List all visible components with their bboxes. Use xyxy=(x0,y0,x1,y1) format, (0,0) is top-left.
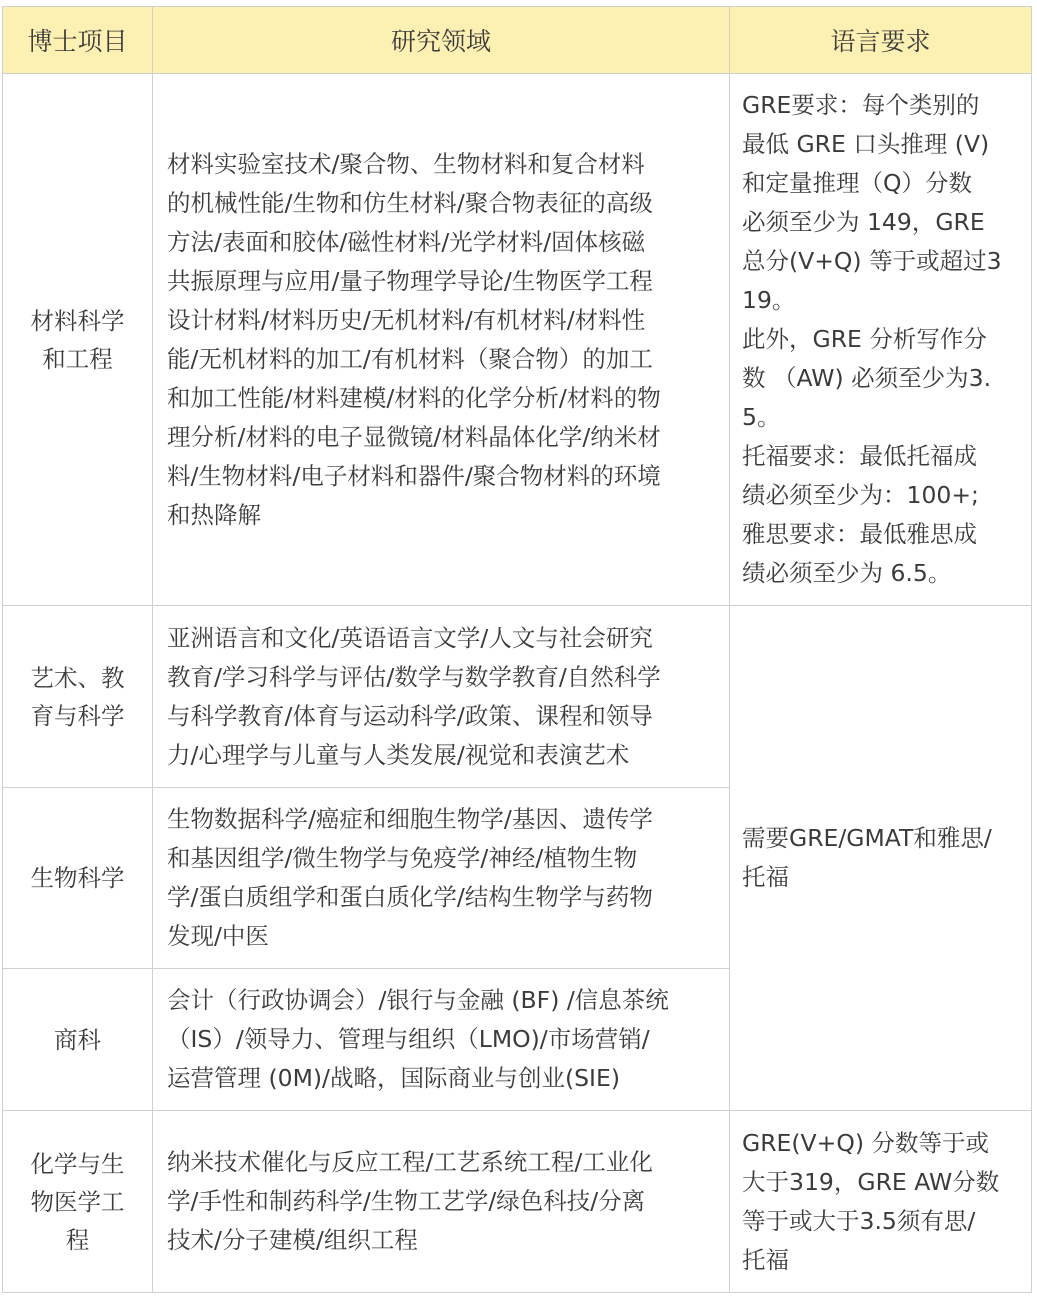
field-cell xyxy=(153,788,730,969)
language-line: GRE(V+Q) 分数等于或 xyxy=(742,1128,989,1157)
program-line: 育与科学 xyxy=(30,701,125,730)
table-row xyxy=(3,1111,1032,1293)
language-cell xyxy=(730,74,1032,606)
program-line: 和工程 xyxy=(42,344,113,373)
field-line: 材料实验室技术/聚合物、生物材料和复合材料 xyxy=(167,149,645,178)
field-line: 的机械性能/生物和仿生材料/聚合物表征的高级 xyxy=(167,188,653,217)
language-line: 总分(V+Q) 等于或超过3 xyxy=(742,247,1002,275)
language-line: 绩必须至少为：100+; xyxy=(742,481,979,509)
language-line: 需要GRE/GMAT和雅思/ xyxy=(742,824,992,852)
language-line: 雅思要求：最低雅思成 xyxy=(742,520,977,548)
language-line: 绩必须至少为 6.5。 xyxy=(742,559,952,587)
header-program: 博士项目 xyxy=(3,7,153,74)
field-line: 和加工性能/材料建模/材料的化学分析/材料的物 xyxy=(167,383,661,412)
field-line: 共振原理与应用/量子物理学导论/生物医学工程 xyxy=(167,266,653,295)
table-row xyxy=(3,606,1032,788)
field-line: 设计材料/材料历史/无机材料/有机材料/材料性 xyxy=(167,305,646,334)
field-line: 和热降解 xyxy=(167,500,261,529)
language-line: 最低 GRE 口头推理 (V) xyxy=(742,130,990,158)
field-cell xyxy=(153,74,730,606)
phd-programs-table xyxy=(2,6,1032,1293)
language-line: 大于319，GRE AW分数 xyxy=(742,1167,1000,1196)
program-cell xyxy=(3,969,153,1111)
language-line: 5。 xyxy=(742,403,781,431)
language-line: 必须至少为 149，GRE xyxy=(742,208,985,236)
language-line: 等于或大于3.5须有思/ xyxy=(742,1206,976,1235)
program-line: 程 xyxy=(65,1225,90,1254)
field-line: 学/手性和制药科学/生物工艺学/绿色科技/分离 xyxy=(167,1187,646,1215)
language-line: 托福要求：最低托福成 xyxy=(742,442,977,470)
field-line: 会计（行政协调会）/银行与金融 (BF) /信息茶统 xyxy=(167,986,669,1014)
program-cell xyxy=(3,606,153,788)
field-line: 纳米技术催化与反应工程/工艺系统工程/工业化 xyxy=(167,1148,653,1176)
field-line: 能/无机材料的加工/有机材料（聚合物）的加工 xyxy=(167,344,653,373)
program-cell xyxy=(3,74,153,606)
language-line: 托福 xyxy=(742,1245,789,1274)
language-line: GRE要求：每个类别的 xyxy=(742,91,980,119)
field-line: 教育/学习科学与评估/数学与数学教育/自然科学 xyxy=(167,662,661,691)
program-line: 生物科学 xyxy=(30,864,125,892)
program-line: 物医学工 xyxy=(30,1187,125,1216)
field-line: 技术/分子建模/组织工程 xyxy=(167,1226,418,1254)
field-line: 方法/表面和胶体/磁性材料/光学材料/固体核磁 xyxy=(167,227,646,256)
program-cell xyxy=(3,1111,153,1293)
table-row xyxy=(3,74,1032,606)
field-line: （IS）/领导力、管理与组织（LMO)/市场营销/ xyxy=(167,1025,650,1053)
language-line: 此外，GRE 分析写作分 xyxy=(742,325,987,353)
field-line: 料/生物材料/电子材料和器件/聚合物材料的环境 xyxy=(167,461,661,490)
language-line: 数 （AW) 必须至少为3. xyxy=(742,364,992,392)
field-cell xyxy=(153,969,730,1111)
field-cell xyxy=(153,1111,730,1293)
field-cell xyxy=(153,606,730,788)
header-row xyxy=(3,7,1032,74)
field-line: 理分析/材料的电子显微镜/材料晶体化学/纳米材 xyxy=(167,422,661,451)
header-field: 研究领域 xyxy=(153,7,730,74)
field-line: 运营管理 (0M)/战略，国际商业与创业(SIE) xyxy=(167,1064,620,1092)
program-cell xyxy=(3,788,153,969)
header-language: 语言要求 xyxy=(730,7,1032,74)
program-line: 材料科学 xyxy=(30,306,125,335)
field-line: 亚洲语言和文化/英语语言文学/人文与社会研究 xyxy=(167,623,653,652)
language-cell xyxy=(730,1111,1032,1293)
field-line: 与科学教育/体育与运动科学/政策、课程和领导 xyxy=(167,701,653,730)
field-line: 力/心理学与儿童与人类发展/视觉和表演艺术 xyxy=(167,740,630,769)
field-line: 生物数据科学/癌症和细胞生物学/基因、遗传学 xyxy=(167,805,653,833)
field-line: 发现/中医 xyxy=(167,922,269,950)
language-line: 19。 xyxy=(742,286,796,314)
shared-language-cell xyxy=(730,606,1032,1111)
program-line: 商科 xyxy=(54,1025,101,1054)
program-line: 化学与生 xyxy=(30,1149,125,1178)
program-line: 艺术、教 xyxy=(30,663,125,692)
language-line: 托福 xyxy=(742,863,789,891)
language-line: 和定量推理（Q）分数 xyxy=(742,169,972,197)
field-line: 和基因组学/微生物学与免疫学/神经/植物生物 xyxy=(167,844,638,872)
field-line: 学/蛋白质组学和蛋白质化学/结构生物学与药物 xyxy=(167,883,653,911)
